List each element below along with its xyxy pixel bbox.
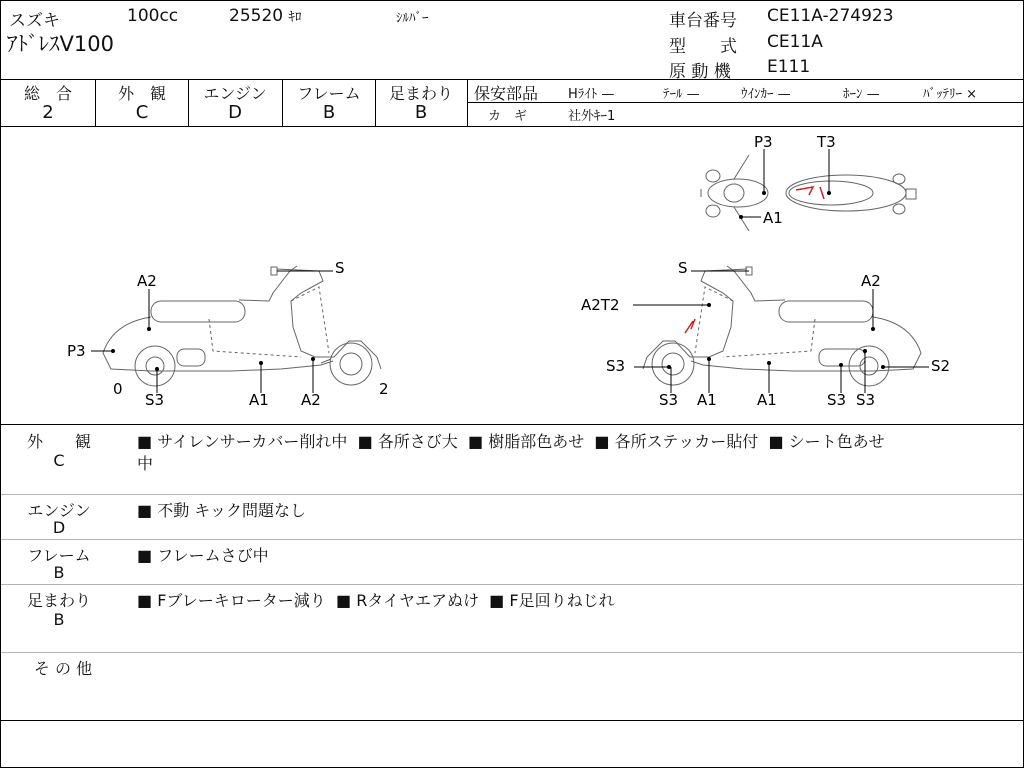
section-exterior-title: 外 観 <box>26 432 91 451</box>
label-left-2: 2 <box>379 380 389 398</box>
label-right-a1: A1 <box>757 391 777 409</box>
grade-frame-label: フレーム <box>297 84 361 103</box>
engine-code: E111 <box>767 57 811 77</box>
label-right-s2: S2 <box>931 357 951 375</box>
scooter-top-view <box>701 155 916 231</box>
section-suspension-remarks: ■ Fブレーキローター減り ■ Rタイヤエアぬけ ■ F足回りねじれ <box>137 591 615 610</box>
label-right-a2t2: A2T2 <box>581 296 620 314</box>
divider <box>1 539 1023 540</box>
model-code: CE11A <box>767 32 823 52</box>
section-engine-remarks: ■ 不動 キック問題なし <box>137 501 306 520</box>
divider <box>1 424 1023 425</box>
divider <box>1 494 1023 495</box>
section-suspension-grade: B <box>53 610 65 629</box>
label-right-s3-bottom: S3 <box>659 391 679 409</box>
section-frame-grade: B <box>53 563 65 582</box>
grade-suspension-value: B <box>414 102 428 123</box>
section-exterior-grade: C <box>53 451 65 470</box>
key-label: カ ギ <box>488 109 528 124</box>
divider <box>1 652 1023 653</box>
color: ｼﾙﾊﾞｰ <box>396 11 429 26</box>
grade-overall-value: 2 <box>42 102 54 123</box>
label-right-s3-b: S3 <box>856 391 876 409</box>
divider <box>1 79 1023 80</box>
safety-battery: ﾊﾞｯﾃﾘｰ × <box>923 87 978 102</box>
frame-number-label: 車台番号 <box>669 11 737 31</box>
label-top-a1: A1 <box>763 209 783 227</box>
key-value: 社外ｷｰ1 <box>568 109 616 124</box>
section-frame-remarks: ■ フレームさび中 <box>137 546 269 565</box>
section-exterior-overflow: 中 <box>137 454 154 473</box>
label-top-p3: P3 <box>754 133 773 151</box>
leader-lines <box>91 149 929 393</box>
label-left-s3: S3 <box>145 391 165 409</box>
maker: スズキ <box>9 11 60 31</box>
section-suspension-title: 足まわり <box>26 591 91 610</box>
grade-frame-value: B <box>322 102 336 123</box>
safety-taillight: ﾃｰﾙ — <box>663 87 700 102</box>
safety-horn: ﾎｰﾝ — <box>843 87 880 102</box>
label-left-a2-bottom: A2 <box>301 391 321 409</box>
damage-marks <box>685 187 824 333</box>
label-top-t3: T3 <box>817 133 836 151</box>
divider <box>467 102 1023 103</box>
label-left-0: 0 <box>113 380 123 398</box>
section-engine-grade: D <box>52 518 66 537</box>
divider <box>1 720 1023 721</box>
label-right-s3-a: S3 <box>827 391 847 409</box>
model-name: ｱﾄﾞﾚｽV100 <box>7 32 114 56</box>
label-left-a1: A1 <box>249 391 269 409</box>
grade-exterior-value: C <box>135 102 149 123</box>
engine-label: 原 動 機 <box>669 62 731 82</box>
divider <box>1 584 1023 585</box>
label-right-s3-left: S3 <box>606 357 626 375</box>
grade-engine-label: エンジン <box>203 84 267 103</box>
label-right-a1-front: A1 <box>697 391 717 409</box>
safety-winker: ｳｲﾝｶｰ — <box>741 87 791 102</box>
label-left-a2-top: A2 <box>137 272 157 290</box>
safety-headlight: Hﾗｲﾄ — <box>568 87 615 102</box>
frame-number: CE11A-274923 <box>767 6 894 26</box>
label-left-s: S <box>335 259 345 277</box>
displacement: 100cc <box>127 6 179 26</box>
grade-engine-value: D <box>228 102 242 123</box>
section-engine-title: エンジン <box>27 501 91 520</box>
grade-overall-label: 総 合 <box>23 84 72 103</box>
safety-title: 保安部品 <box>474 84 539 103</box>
section-other-title: そ の 他 <box>33 659 93 678</box>
model-code-label: 型 式 <box>669 37 737 57</box>
section-exterior-remarks: ■ サイレンサーカバー削れ中 ■ 各所さび大 ■ 樹脂部色あせ ■ 各所ステッカー貼付 ■ シート色あせ <box>137 432 885 451</box>
mileage: 25520 ｷﾛ <box>229 6 302 26</box>
label-right-s: S <box>678 259 688 277</box>
grade-exterior-label: 外 観 <box>117 84 166 103</box>
label-right-a2: A2 <box>861 272 881 290</box>
section-frame-title: フレーム <box>27 546 91 565</box>
label-left-p3: P3 <box>67 342 86 360</box>
damage-diagram <box>1 127 1023 424</box>
grade-suspension-label: 足まわり <box>388 84 453 103</box>
